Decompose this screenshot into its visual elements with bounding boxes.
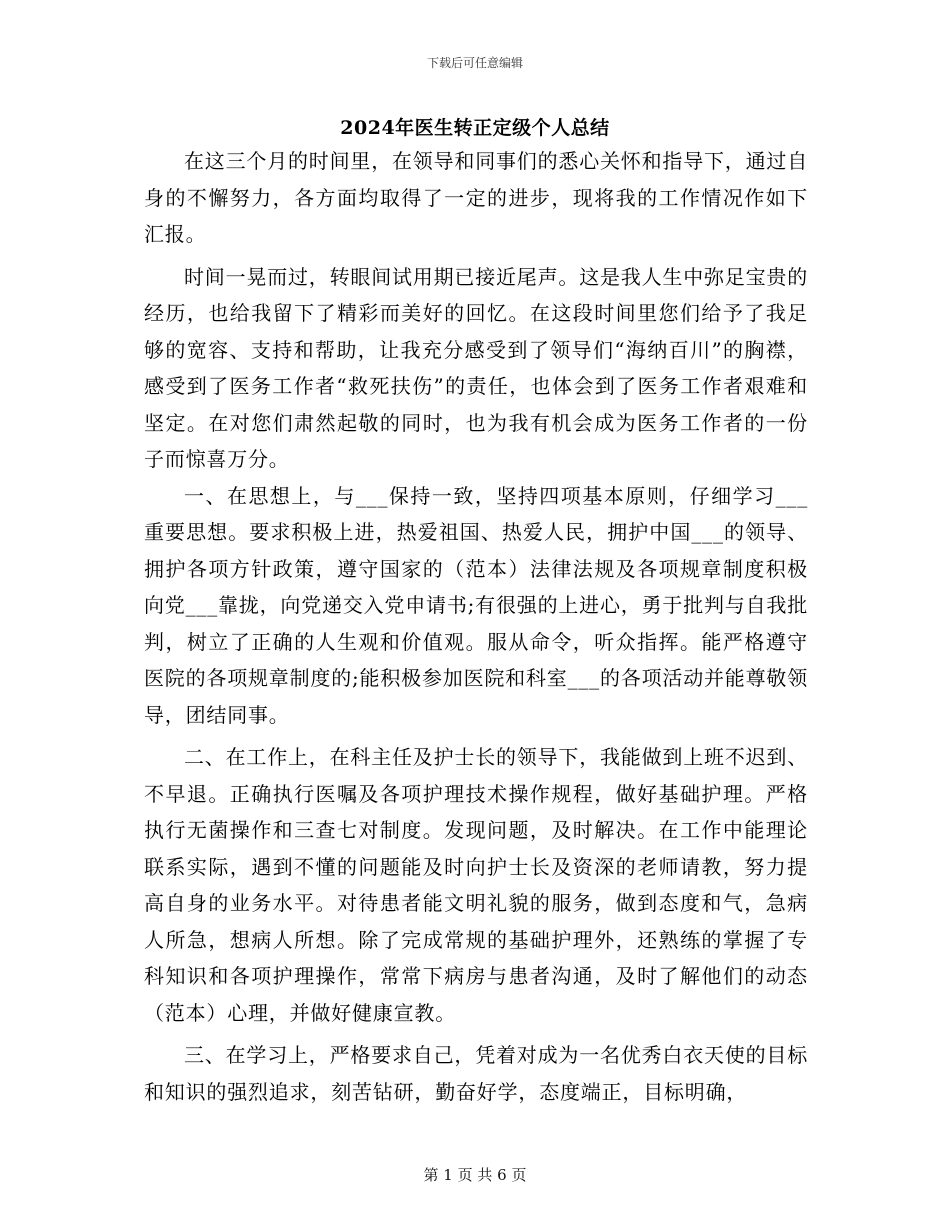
document-body — [144, 143, 808, 1110]
document-title: 2024年医生转正定级个人总结 — [340, 117, 610, 139]
paragraph-work: 二、在工作上，在科主任及护士长的领导下，我能做到上班不迟到、不早退。正确执行医嘱及各项护理技术操作规程，做好基础护理。严格执行无菌操作和三查七对制度。发现问题，及时解决。在工作中能理论联系实际，遇到不懂的问题能及时向护士长及资深的老师请教，努力提高自身的业务水平。对待患者能文明礼貌的服务，做到态度和气，急病人所急，想病人所想。除了完成常规的基础护理外，还熟练的掌握了专科知识和各项护理操作，常常下病房与患者沟通，及时了解他们的动态（范本）心理，并做好健康宣教。 — [144, 745, 808, 1025]
paragraph-intro: 在这三个月的时间里，在领导和同事们的悉心关怀和指导下，通过自身的不懈努力，各方面均取得了一定的进步，现将我的工作情况作如下汇报。 — [144, 149, 808, 246]
paragraph-reflection: 时间一晃而过，转眼间试用期已接近尾声。这是我人生中弥足宝贵的经历，也给我留下了精彩而美好的回忆。在这段时间里您们给予了我足够的宽容、支持和帮助，让我充分感受到了领导们“海纳百川”的胸襟，感受到了医务工作者“救死扶伤”的责任，也体会到了医务工作者艰难和坚定。在对您们肃然起敬的同时，也为我有机会成为医务工作者的一份子而惊喜万分。 — [144, 264, 808, 471]
page-number: 第 1 页 共 6 页 — [423, 1166, 527, 1184]
page-header-note: 下载后可任意编辑 — [426, 56, 523, 70]
paragraph-ideology: 一、在思想上，与___保持一致，坚持四项基本原则，仔细学习___重要思想。要求积极上进，热爱祖国、热爱人民，拥护中国___的领导、拥护各项方针政策，遵守国家的（范本）法律法规及各项规章制度积极向党___靠拢，向党递交入党申请书;有很强的上进心，勇于批判与自我批判，树立了正确的人生观和价值观。服从命令，听众指挥。能严格遵守医院的各项规章制度的;能积极参加医院和科室___的各项活动并能尊敬领导，团结同事。 — [144, 483, 808, 727]
paragraph-study: 三、在学习上，严格要求自己，凭着对成为一名优秀白衣天使的目标和知识的强烈追求，刻苦钻研，勤奋好学，态度端正，目标明确， — [144, 1043, 808, 1104]
